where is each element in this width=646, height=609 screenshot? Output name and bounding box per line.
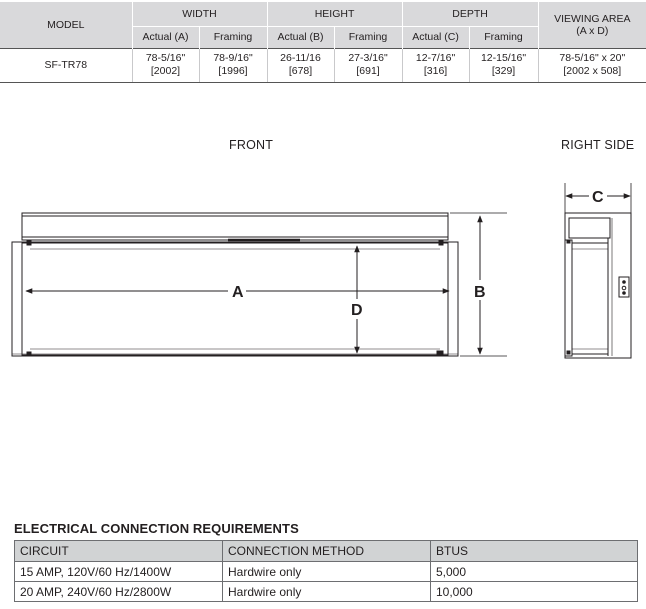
cell-line: 78-5/16" xyxy=(145,52,186,64)
cell-circuit: 20 AMP, 240V/60 Hz/2800W xyxy=(15,582,223,602)
front-view-title: FRONT xyxy=(229,138,274,152)
side-junction-screw xyxy=(623,281,626,284)
electrical-table xyxy=(14,540,638,602)
cell-model: SF-TR78 xyxy=(0,48,132,82)
cell-line: 78-5/16" x 20" xyxy=(559,52,626,64)
side-body xyxy=(572,243,608,354)
subheader-depth-actual: Actual (C) xyxy=(402,26,469,48)
cell-line: 12-15/16" xyxy=(480,52,527,64)
subheader-height-framing: Framing xyxy=(334,26,402,48)
side-junction-knockout xyxy=(622,286,626,290)
subheader-depth-framing: Framing xyxy=(469,26,538,48)
table-row xyxy=(15,562,638,582)
header-height: HEIGHT xyxy=(267,2,402,26)
cell-line: [2002 x 508] xyxy=(563,65,622,77)
front-corner-mark xyxy=(437,351,443,355)
cell-line: 78-9/16" xyxy=(213,52,253,64)
subheader-width-framing: Framing xyxy=(199,26,267,48)
front-view xyxy=(12,213,507,356)
header-viewing-area-line: VIEWING AREA xyxy=(554,12,631,25)
side-view-title: RIGHT SIDE xyxy=(561,138,635,152)
table-row xyxy=(15,582,638,602)
cell-circuit: 15 AMP, 120V/60 Hz/1400W xyxy=(15,562,223,582)
cell-line: [691] xyxy=(356,65,380,77)
header-width: WIDTH xyxy=(132,2,267,26)
side-junction-screw xyxy=(623,292,626,295)
cell-connection-method: Hardwire only xyxy=(223,582,431,602)
dimension-a-label: A xyxy=(232,284,244,301)
header-model: MODEL xyxy=(0,2,132,48)
cell-btus: 10,000 xyxy=(431,582,638,602)
side-corner-mark xyxy=(567,240,570,243)
header-depth: DEPTH xyxy=(402,2,538,26)
cell-line: 26-11/16 xyxy=(280,52,321,64)
header-connection-method: CONNECTION METHOD xyxy=(223,541,431,562)
side-view xyxy=(565,183,631,358)
cell-line: [1996] xyxy=(218,65,248,77)
side-corner-mark xyxy=(567,351,570,354)
side-outer xyxy=(565,213,631,358)
cell-line: [329] xyxy=(491,65,516,77)
front-corner-mark xyxy=(27,352,31,356)
front-top-trim xyxy=(22,213,448,240)
subheader-height-actual: Actual (B) xyxy=(267,26,334,48)
electrical-title: ELECTRICAL CONNECTION REQUIREMENTS xyxy=(14,521,299,536)
header-btus: BTUS xyxy=(431,541,638,562)
front-corner-mark xyxy=(27,241,31,245)
cell-btus: 5,000 xyxy=(431,562,638,582)
front-corner-mark xyxy=(439,241,443,245)
cell-line: [678] xyxy=(288,65,313,77)
cell-line: 27-3/16" xyxy=(348,52,388,64)
cell-connection-method: Hardwire only xyxy=(223,562,431,582)
header-circuit: CIRCUIT xyxy=(15,541,223,562)
side-top-bracket xyxy=(569,218,610,238)
subheader-width-actual: Actual (A) xyxy=(132,26,199,48)
cell-line: [2002] xyxy=(150,65,181,77)
dimension-c-label: C xyxy=(592,189,604,206)
cell-line: [316] xyxy=(423,65,448,77)
dimension-d-label: D xyxy=(351,302,363,319)
header-viewing-area-line: (A x D) xyxy=(576,24,609,37)
side-front-trim xyxy=(565,240,572,356)
cell-line: 12-7/16" xyxy=(415,52,456,64)
dimension-b-label: B xyxy=(474,284,486,301)
